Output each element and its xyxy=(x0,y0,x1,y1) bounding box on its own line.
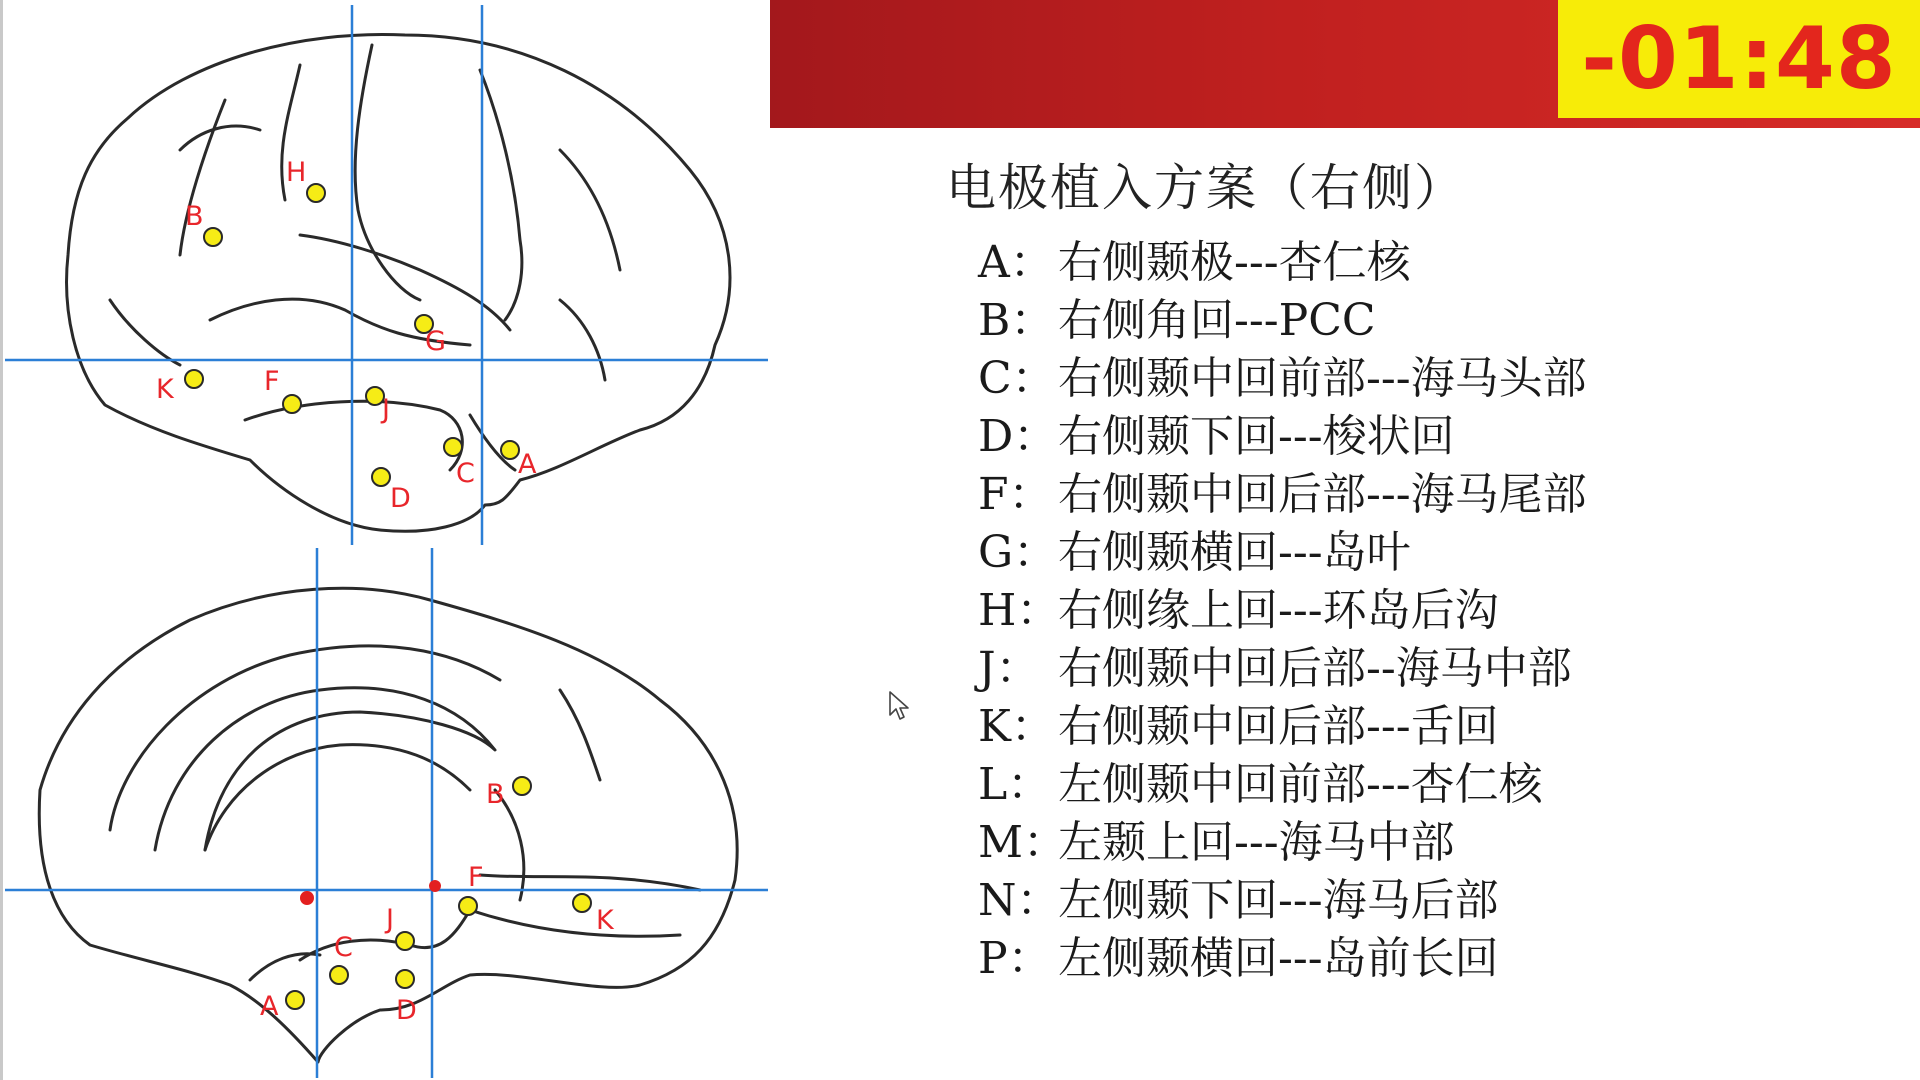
electrode-f xyxy=(283,395,301,413)
label-a-medial: A xyxy=(260,991,279,1022)
lateral-labels xyxy=(156,157,537,514)
medial-brain-outline xyxy=(39,588,737,1062)
plan-item-key: C： xyxy=(978,353,1056,404)
plan-item-d xyxy=(978,408,1587,466)
label-j-medial: J xyxy=(386,904,394,935)
plan-item-n xyxy=(978,872,1587,930)
calcarine-sulcus xyxy=(480,875,700,890)
electrode-f-medial xyxy=(459,897,477,915)
central-sulcus xyxy=(355,45,420,300)
intraparietal-sulcus xyxy=(180,126,260,150)
collateral-sulcus xyxy=(470,910,680,936)
plan-item-key: N： xyxy=(978,875,1061,926)
plan-item-key: A： xyxy=(978,237,1054,288)
medial-electrodes xyxy=(286,777,591,1009)
plan-item-p xyxy=(978,930,1587,988)
plan-item-key: L： xyxy=(978,759,1052,810)
label-f-medial: F xyxy=(468,862,484,893)
plan-item-h xyxy=(978,582,1587,640)
electrode-d-medial xyxy=(396,970,414,988)
precuneus-sulcus xyxy=(560,690,600,780)
plan-item-key: K： xyxy=(978,701,1055,752)
plan-item-text: 右侧颞横回---岛叶 xyxy=(1058,527,1411,578)
electrode-c xyxy=(444,438,462,456)
electrode-b-medial xyxy=(513,777,531,795)
medial-guide-lines xyxy=(5,548,768,1078)
plan-item-text: 右侧颞中回后部--海马中部 xyxy=(1058,643,1572,694)
uncus-fold xyxy=(250,954,320,980)
occipital-sulcus xyxy=(110,300,180,365)
plan-item-key: J： xyxy=(978,643,1040,694)
electrode-c-medial xyxy=(330,966,348,984)
plan-item-text: 右侧角回---PCC xyxy=(1058,295,1376,346)
plan-item-g xyxy=(978,524,1587,582)
plan-item-text: 左侧颞横回---岛前长回 xyxy=(1058,933,1499,984)
electrode-a-medial xyxy=(286,991,304,1009)
label-b-medial: B xyxy=(486,779,505,810)
plan-item-text: 左颞上回---海马中部 xyxy=(1058,817,1455,868)
timer-text: -01:48 xyxy=(1581,9,1897,109)
plan-item-a xyxy=(978,234,1587,292)
plan-item-m xyxy=(978,814,1587,872)
plan-item-text: 右侧缘上回---环岛后沟 xyxy=(1058,585,1499,636)
lateral-brain-outline xyxy=(67,34,730,531)
label-c: C xyxy=(456,458,475,489)
electrode-j-medial xyxy=(396,932,414,950)
medial-temporal-fold xyxy=(300,910,470,960)
plan-item-text: 右侧颞中回后部---舌回 xyxy=(1058,701,1499,752)
lateral-brain-view xyxy=(67,34,730,531)
medial-reference-points xyxy=(300,880,441,905)
medial-brain-view xyxy=(39,588,737,1062)
plan-item-l xyxy=(978,756,1587,814)
plan-item-f xyxy=(978,466,1587,524)
electrode-d xyxy=(372,468,390,486)
label-d: D xyxy=(390,483,411,514)
plan-item-b xyxy=(978,292,1587,350)
label-g: G xyxy=(425,326,446,357)
plan-item-c xyxy=(978,350,1587,408)
electrode-h xyxy=(307,184,325,202)
reference-dot-right xyxy=(429,880,441,892)
label-j: J xyxy=(382,394,390,425)
plan-item-j xyxy=(978,640,1587,698)
plan-item-key: B： xyxy=(978,295,1055,346)
plan-item-text: 右侧颞下回---梭状回 xyxy=(1058,411,1455,462)
plan-item-text: 右侧颞极---杏仁核 xyxy=(1058,237,1411,288)
plan-item-k xyxy=(978,698,1587,756)
label-f: F xyxy=(264,366,280,397)
mouse-pointer-icon xyxy=(888,690,910,722)
label-a: A xyxy=(518,449,537,480)
label-k-medial: K xyxy=(596,905,614,936)
plan-item-key: M： xyxy=(978,817,1068,868)
electrode-k xyxy=(185,370,203,388)
label-k: K xyxy=(156,374,174,405)
lateral-guide-lines xyxy=(5,5,768,545)
plan-item-text: 右侧颞中回后部---海马尾部 xyxy=(1058,469,1587,520)
brain-electrode-figure xyxy=(0,0,770,1080)
plan-item-key: F： xyxy=(978,469,1053,520)
plan-item-text: 左侧颞中回前部---杏仁核 xyxy=(1058,759,1543,810)
label-h: H xyxy=(286,157,307,188)
medial-labels xyxy=(260,779,615,1026)
plan-item-text: 右侧颞中回前部---海马头部 xyxy=(1058,353,1587,404)
label-b: B xyxy=(185,201,204,232)
plan-item-key: D： xyxy=(978,411,1058,462)
label-d-medial: D xyxy=(396,995,417,1026)
plan-list xyxy=(978,234,1587,988)
reference-dot-left xyxy=(300,891,314,905)
superior-temporal-sulcus xyxy=(245,401,462,470)
electrode-a xyxy=(501,441,519,459)
plan-item-key: P： xyxy=(978,933,1052,984)
inferior-frontal-sulcus xyxy=(560,300,605,380)
precentral-sulcus xyxy=(480,70,522,320)
plan-item-text: 左侧颞下回---海马后部 xyxy=(1058,875,1499,926)
plan-item-key: G： xyxy=(978,527,1058,578)
label-c-medial: C xyxy=(334,932,353,963)
plan-item-key: H： xyxy=(978,585,1061,636)
electrode-b xyxy=(204,228,222,246)
temporal-lobe-fold xyxy=(300,235,510,330)
electrode-k-medial xyxy=(573,894,591,912)
frontal-sulcus xyxy=(560,150,620,270)
plan-title: 电极植入方案（右侧） xyxy=(946,159,1466,217)
countdown-timer xyxy=(1558,0,1920,118)
